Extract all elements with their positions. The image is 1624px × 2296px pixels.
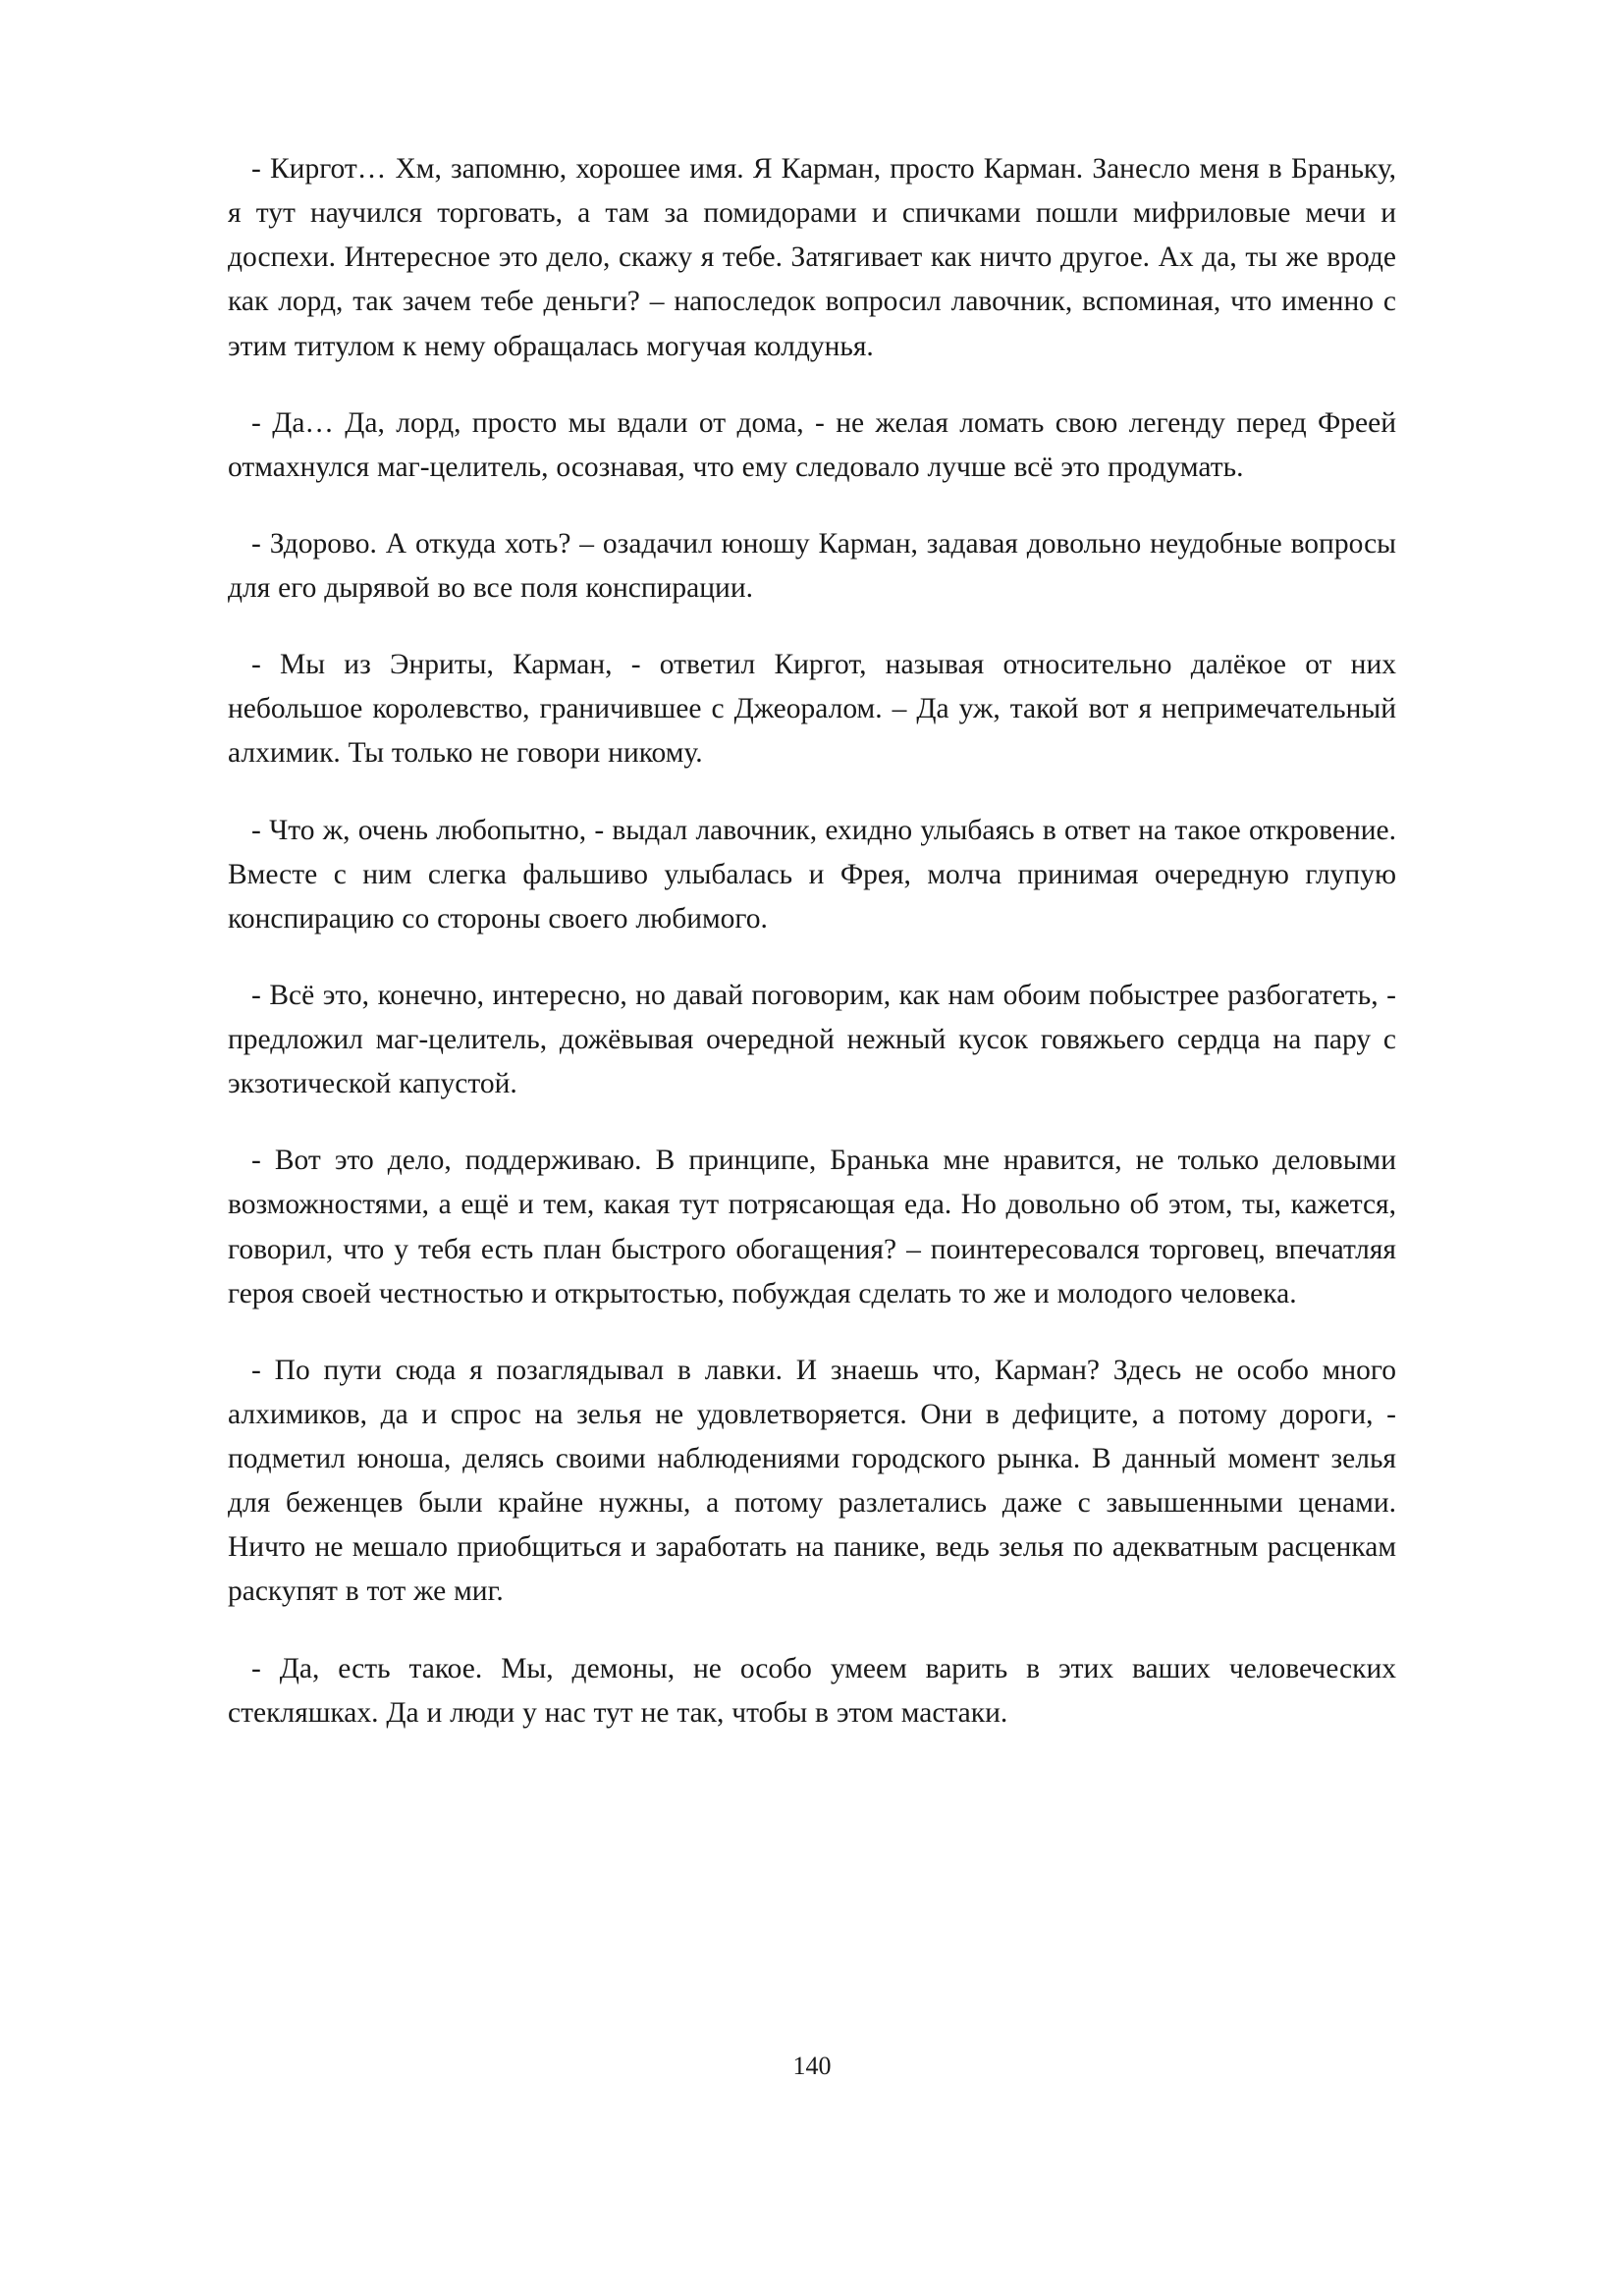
page-text-body xyxy=(228,147,1396,1735)
paragraph: - Да… Да, лорд, просто мы вдали от дома, - не желая ломать свою легенду перед Фреей отмахнулся маг-целитель, осознавая, что ему следовало лучше всё это продумать. xyxy=(228,406,1396,483)
paragraph: - По пути сюда я позаглядывал в лавки. И знаешь что, Карман? Здесь не особо много алхимиков, да и спрос на зелья не удовлетворяется. Они в дефиците, а потому дороги, - подметил юноша, делясь своими наблюдениями городского рынка. В данный момент зелья для беженцев были крайне нужны, а потому разлетались даже с завышенными ценами. Ничто не мешало приобщиться и заработать на панике, ведь зелья по адекватным расценкам раскупят в тот же миг. xyxy=(228,1354,1396,1608)
paragraph: - Вот это дело, поддерживаю. В принципе, Бранька мне нравится, не только деловыми возможностями, а ещё и тем, какая тут потрясающая еда. Но довольно об этом, ты, кажется, говорил, что у тебя есть план быстрого обогащения? – поинтересовался торговец, впечатляя героя своей честностью и открытостью, побуждая сделать то же и молодого человека. xyxy=(228,1145,1396,1309)
paragraph: - Да, есть такое. Мы, демоны, не особо умеем варить в этих ваших человеческих стекляшках. Да и люди у нас тут не так, чтобы в этом мастаки. xyxy=(228,1652,1396,1729)
paragraph: - Киргот… Хм, запомню, хорошее имя. Я Карман, просто Карман. Занесло меня в Браньку, я тут научился торговать, а там за помидорами и спичками пошли мифриловые мечи и доспехи. Интересное это дело, скажу я тебе. Затягивает как ничто другое. Ах да, ты же вроде как лорд, так зачем тебе деньги? – напоследок вопросил лавочник, вспоминая, что именно с этим титулом к нему обращалась могучая колдунья. xyxy=(228,153,1396,362)
paragraph: - Всё это, конечно, интересно, но давай поговорим, как нам обоим побыстрее разбогатеть, - предложил маг-целитель, дожёвывая очередной нежный кусок говяжьего сердца на пару с экзотической капустой. xyxy=(228,979,1396,1100)
paragraph: - Здорово. А откуда хоть? – озадачил юношу Карман, задавая довольно неудобные вопросы для его дырявой во все поля конспирации. xyxy=(228,527,1396,604)
page-number: 140 xyxy=(792,2052,832,2080)
paragraph: - Мы из Энриты, Карман, - ответил Киргот, называя относительно далёкое от них небольшое королевство, граничившее с Джеоралом. – Да уж, такой вот я непримечательный алхимик. Ты только не говори никому. xyxy=(228,649,1396,770)
paragraph: - Что ж, очень любопытно, - выдал лавочник, ехидно улыбаясь в ответ на такое откровение. Вместе с ним слегка фальшиво улыбалась и Фрея, молча принимая очередную глупую конспирацию со стороны своего любимого. xyxy=(228,814,1396,934)
